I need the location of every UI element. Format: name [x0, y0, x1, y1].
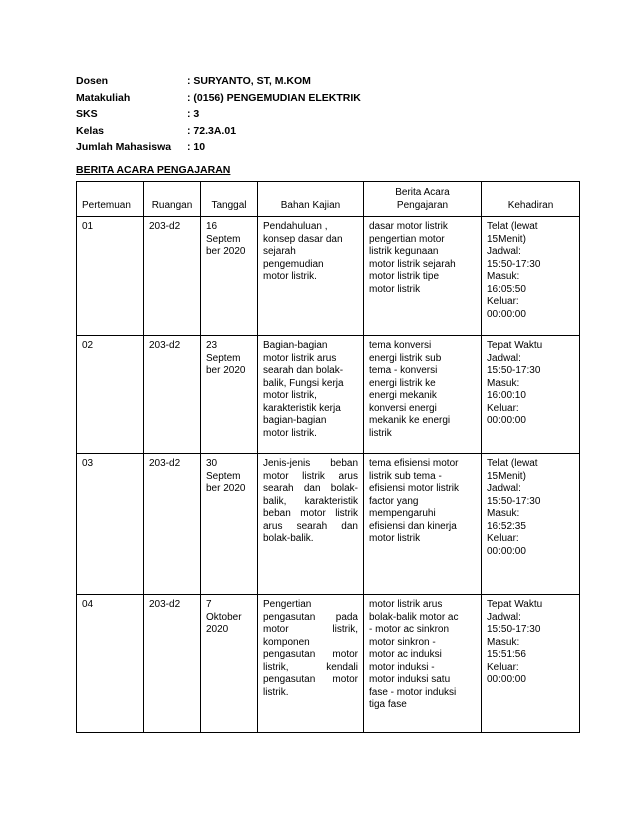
cell-kehadiran: Telat (lewat 15Menit) Jadwal: 15:50-17:30 Masuk: 16:52:35 Keluar: 00:00:00 [482, 454, 580, 595]
cell-ruangan: 203-d2 [144, 454, 201, 595]
info-value: : (0156) PENGEMUDIAN ELEKTRIK [187, 91, 361, 104]
cell-pertemuan: 03 [77, 454, 144, 595]
cell-berita-acara: tema efisiensi motor listrik sub tema - efisiensi motor listrik factor yang mempengaruhi efisiensi dan kinerja motor listrik [364, 454, 482, 595]
info-row-matakuliah [76, 90, 361, 107]
info-row-sks [76, 106, 361, 123]
cell-berita-acara: dasar motor listrik pengertian motor listrik kegunaan motor listrik sejarah motor listrik tipe motor listrik [364, 217, 482, 336]
info-label: Kelas [76, 124, 105, 137]
info-value: : 3 [187, 108, 200, 120]
cell-ruangan: 203-d2 [144, 595, 201, 733]
info-label: SKS [76, 108, 98, 120]
section-title: BERITA ACARA PENGAJARAN [76, 164, 231, 176]
info-row-jumlah-mahasiswa [76, 139, 361, 156]
header-tanggal: Tanggal [201, 182, 258, 217]
info-value: : SURYANTO, ST, M.KOM [187, 75, 311, 87]
cell-kehadiran: Tepat Waktu Jadwal: 15:50-17:30 Masuk: 16:00:10 Keluar: 00:00:00 [482, 336, 580, 454]
info-row-dosen [76, 73, 361, 90]
info-label: Jumlah Mahasiswa [76, 141, 172, 153]
table-row [77, 454, 580, 595]
table-row [77, 217, 580, 336]
cell-bahan-kajian: Pendahuluan , konsep dasar dan sejarah pengemudian motor listrik. [258, 217, 364, 336]
header-bahan-kajian: Bahan Kajian [258, 182, 364, 217]
table-header-row [77, 182, 580, 217]
cell-berita-acara: motor listrik arus bolak-balik motor ac - motor ac sinkron motor sinkron - motor ac induksi motor induksi - motor induksi satu fase - motor induksi tiga fase [364, 595, 482, 733]
cell-berita-acara: tema konversi energi listrik sub tema - konversi energi listrik ke energi mekanik konversi energi mekanik ke energi listrik [364, 336, 482, 454]
cell-kehadiran: Tepat Waktu Jadwal: 15:50-17:30 Masuk: 15:51:56 Keluar: 00:00:00 [482, 595, 580, 733]
header-kehadiran: Kehadiran [482, 182, 580, 217]
header-pertemuan: Pertemuan [77, 182, 144, 217]
cell-bahan-kajian: Pengertian pengasutan pada motor listrik, komponen pengasutan motor listrik, kendali pengasutan motor listrik. [258, 595, 364, 733]
cell-tanggal: 30 Septem ber 2020 [201, 454, 258, 595]
info-row-kelas [76, 123, 361, 140]
info-value: : 10 [187, 141, 206, 153]
header-berita-acara: Berita Acara Pengajaran [364, 182, 482, 217]
cell-ruangan: 203-d2 [144, 336, 201, 454]
info-label: Matakuliah [76, 91, 131, 104]
info-label: Dosen [76, 75, 109, 87]
table-row [77, 336, 580, 454]
cell-pertemuan: 04 [77, 595, 144, 733]
cell-bahan-kajian: Jenis-jenis beban motor listrik arus searah dan bolak-balik, karakteristik beban motor listrik arus searah dan bolak-balik. [258, 454, 364, 595]
cell-tanggal: 16 Septem ber 2020 [201, 217, 258, 336]
course-info [76, 73, 361, 156]
header-ruangan: Ruangan [144, 182, 201, 217]
cell-ruangan: 203-d2 [144, 217, 201, 336]
cell-kehadiran: Telat (lewat 15Menit) Jadwal: 15:50-17:30 Masuk: 16:05:50 Keluar: 00:00:00 [482, 217, 580, 336]
cell-tanggal: 7 Oktober 2020 [201, 595, 258, 733]
cell-bahan-kajian: Bagian-bagian motor listrik arus searah dan bolak- balik, Fungsi kerja motor listrik, karakteristik kerja bagian-bagian motor listrik. [258, 336, 364, 454]
cell-pertemuan: 01 [77, 217, 144, 336]
info-value: : 72.3A.01 [187, 124, 237, 137]
cell-pertemuan: 02 [77, 336, 144, 454]
cell-tanggal: 23 Septem ber 2020 [201, 336, 258, 454]
teaching-report-table [76, 181, 580, 733]
table-row [77, 595, 580, 733]
